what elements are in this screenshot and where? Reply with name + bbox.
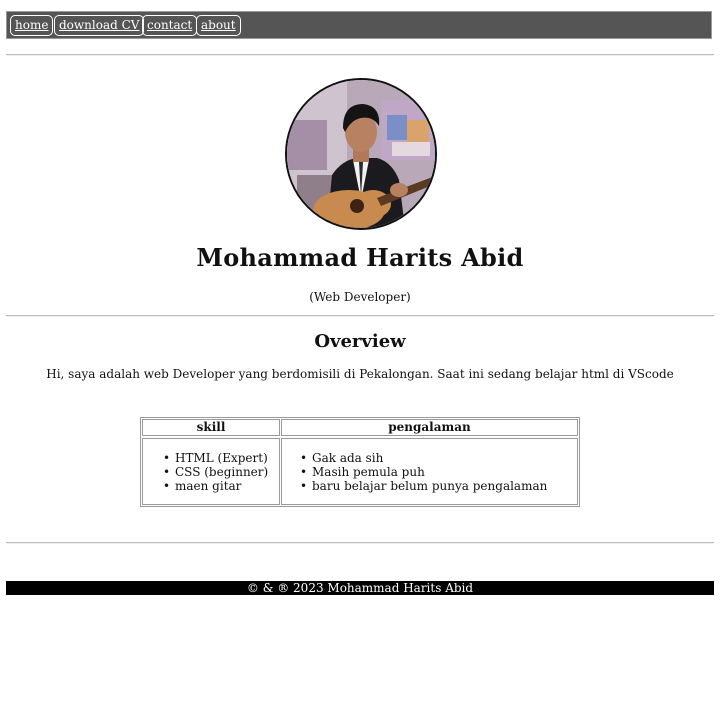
overview-text: Hi, saya adalah web Developer yang berdomisili di Pekalongan. Saat ini sedang belajar html di VScode xyxy=(46,367,674,381)
list-item: • CSS (beginner) xyxy=(163,465,279,479)
list-item: • Masih pemula puh xyxy=(300,465,577,479)
list-item: • maen gitar xyxy=(163,479,279,493)
list-item: • baru belajar belum punya pengalaman xyxy=(300,479,577,493)
profile-photo xyxy=(285,78,437,230)
footer: © & ® 2023 Mohammad Harits Abid xyxy=(6,581,714,595)
nav-link-home[interactable]: home xyxy=(10,15,53,36)
profile-name: Mohammad Harits Abid xyxy=(196,243,524,272)
skills-cell xyxy=(142,438,280,505)
table-header-pengalaman: pengalaman xyxy=(281,419,578,436)
list-item: • HTML (Expert) xyxy=(163,451,279,465)
overview-heading: Overview xyxy=(314,331,406,352)
skills-list xyxy=(143,439,279,493)
skills-table xyxy=(140,417,580,507)
list-item: • Gak ada sih xyxy=(300,451,577,465)
nav-link-contact[interactable]: contact xyxy=(142,15,197,36)
profile-role: (Web Developer) xyxy=(309,290,411,304)
nav-link-download-cv[interactable]: download CV xyxy=(54,15,144,36)
experience-list xyxy=(282,439,577,493)
table-header-skill: skill xyxy=(142,419,280,436)
divider xyxy=(6,542,714,544)
divider xyxy=(6,54,714,56)
top-nav xyxy=(6,11,712,39)
nav-link-about[interactable]: about xyxy=(196,15,241,36)
experience-cell xyxy=(281,438,578,505)
divider xyxy=(6,315,714,317)
